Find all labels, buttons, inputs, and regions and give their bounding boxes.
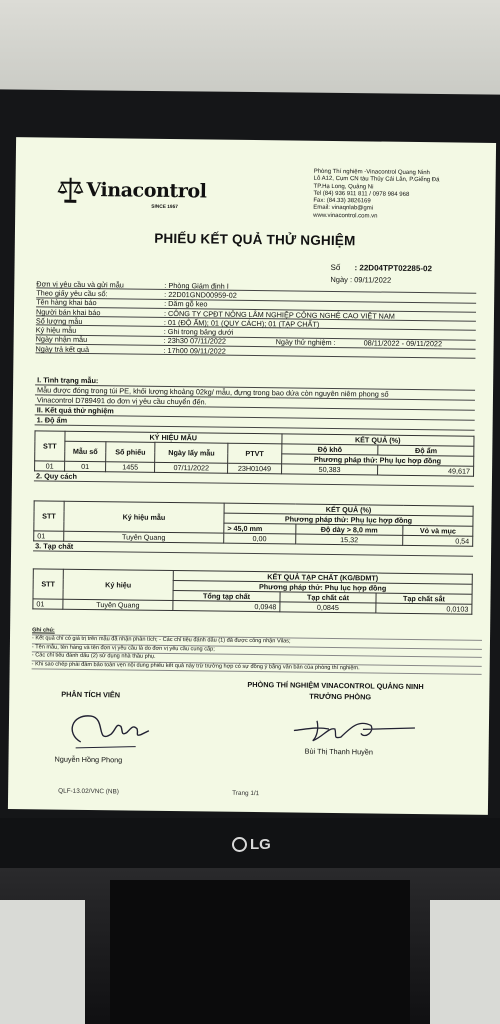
info-key: Ký hiệu mẫu <box>35 325 77 335</box>
cell-stt: 01 <box>33 599 63 609</box>
analyst-signature <box>61 704 162 755</box>
th-phuong-phap: Phương pháp thử: Phụ lục hợp đồng <box>281 454 474 466</box>
cell-stt: 01 <box>35 461 65 471</box>
report-number <box>330 263 431 273</box>
sample-condition <box>35 375 476 430</box>
th-ky-hieu-mau: KÝ HIỆU MẪU <box>65 431 282 444</box>
head-signature <box>289 708 419 746</box>
lab-address-2: TP.Hạ Long, Quảng Ni <box>313 183 374 191</box>
info-key: Số lượng mẫu <box>35 316 83 326</box>
th-c3: Tạp chất sắt <box>376 593 472 604</box>
moisture-heading: 1. Độ ẩm <box>35 415 475 430</box>
report-date: Ngày : 09/11/2022 <box>330 274 392 285</box>
lg-logo <box>232 836 271 853</box>
cell-ngay: 07/11/2022 <box>155 462 228 473</box>
th-phuong-phap: Phương pháp thử: Phụ lục hợp đồng <box>173 581 472 595</box>
results-heading: II. Kết quả thử nghiệm <box>35 405 475 420</box>
spec-table-wrap <box>33 500 474 556</box>
info-value: : 01 (ĐỘ ẨM); 01 (QUY CÁCH); 01 (TẠP CHẤT) <box>163 317 320 329</box>
info-value: : 22D01GND00959-02 <box>164 289 237 300</box>
lg-circle-icon <box>232 837 247 852</box>
lab-name: Phòng Thí nghiệm -Vinacontrol Quang Ninh <box>313 168 430 177</box>
th-ptvt: PTVT <box>228 443 282 464</box>
lab-address-1: Lô A12, Cụm CN tàu Thủy Cái Lân, P.Giếng Đá <box>313 176 440 184</box>
document-title: PHIẾU KẾT QUẢ THỬ NGHIỆM <box>154 230 356 249</box>
info-key: Đơn vị yêu cầu và gửi mẫu <box>36 279 124 290</box>
info-value: : 17h00 09/11/2022 <box>163 345 226 356</box>
th-mau-so: Mẫu số <box>65 441 106 461</box>
th-stt: STT <box>34 501 64 531</box>
sample-condition-line-2: Vinacontrol D789491 do đơn vị yêu cầu chuyển đến. <box>35 395 475 410</box>
receive-date: : 23h30 07/11/2022 <box>163 336 227 347</box>
vinacontrol-logo <box>57 176 206 206</box>
test-date-label: Ngày thử nghiệm : <box>275 337 336 348</box>
report-number-value: : 22D04TPT02285-02 <box>354 263 432 274</box>
info-value: : Ghi trong bảng dưới <box>163 327 234 337</box>
cell-do-am: 49,617 <box>378 465 474 476</box>
th-ngay-lay-mau: Ngày lấy mẫu <box>155 442 228 463</box>
moisture-table-wrap <box>34 430 475 486</box>
spec-table <box>33 500 473 546</box>
lg-brand: LG <box>250 836 271 853</box>
monitor-stand <box>110 880 410 1024</box>
desk-left <box>0 900 85 1024</box>
th-stt: STT <box>35 431 65 461</box>
lab-email: Email: vinaqnlab@gmi <box>313 205 374 212</box>
info-key: Ngày trả kết quả <box>35 344 90 354</box>
logo-text: Vinacontrol <box>86 178 207 203</box>
logo-since: SINCE 1957 <box>151 204 178 211</box>
lab-contact <box>313 169 494 222</box>
cell-c2: 0,0845 <box>280 602 376 613</box>
cell-c2: 15,32 <box>295 534 403 545</box>
cell-stt: 01 <box>34 531 64 541</box>
cell-so-phieu: 1455 <box>106 462 155 473</box>
info-key: Người bán khai báo <box>35 306 101 317</box>
info-key: Theo giấy yêu cầu số: <box>36 288 108 299</box>
info-value: : Phòng Giám định I <box>164 280 229 291</box>
sample-condition-line-1: Mẫu được đóng trong túi PE, khối lượng khoảng 02kg/ mẫu, đựng trong bao dứa còn nguyên niêm phong số <box>35 385 475 400</box>
lab-signature-org: PHÒNG THÍ NGHIỆM VINACONTROL QUẢNG NINH <box>247 679 424 692</box>
note-line: - Các chỉ tiêu đánh dấu (2) sử dụng nhà thầu phụ. <box>32 653 482 667</box>
impurity-heading: 3. Tạp chất <box>33 541 473 556</box>
th-ky-hieu: Ký hiệu <box>63 569 173 600</box>
th-ket-qua: KẾT QUẢ (%) <box>224 503 473 516</box>
cell-c1: 0,00 <box>224 533 296 544</box>
note-line: - Tên mẫu, tên hàng và tên đơn vị yêu cầu là do đơn vị yêu cầu cung cấp; <box>32 644 482 658</box>
th-phuong-phap: Phương pháp thử: Phụ lục hợp đồng <box>224 513 473 526</box>
background-wall <box>0 0 500 100</box>
info-value: : CÔNG TY CPĐT NÔNG LÂM NGHIỆP CÔNG NGHỆ CAO VIỆT NAM <box>163 308 395 321</box>
th-c2: Tạp chất cát <box>280 592 376 603</box>
head-title: TRƯỞNG PHÒNG <box>309 691 372 702</box>
cell-ky-hieu: Tuyên Quang <box>64 531 224 543</box>
cell-c3: 0,54 <box>403 535 473 546</box>
scales-icon <box>57 176 83 204</box>
lab-tel: Tel (84) 936 911 811 / 0978 984 968 <box>313 190 410 198</box>
info-key: Tên hàng khai báo <box>36 297 97 308</box>
th-c2: Độ dày > 8,0 mm <box>295 524 403 535</box>
th-c3: Vỏ và mục <box>403 525 473 536</box>
cell-ptvt: 23H01049 <box>228 463 282 474</box>
note-line: - Kết quả chỉ có giá trị trên mẫu đã nhận phân tích; - Các chỉ tiêu đánh dấu (1) đã được công nhận Vilas; <box>32 636 482 650</box>
cell-ky-hieu: Tuyên Quang <box>63 599 173 610</box>
lab-web: www.vinacontrol.com.vn <box>313 212 378 220</box>
moisture-table <box>34 430 474 476</box>
note-line: - Khi sao chép phải đảm bảo toàn vẹn nội dung phiếu kết quả này trừ trường hợp có sự đồng ý bằng văn bản của phòng thí nghiệm. <box>32 661 482 675</box>
head-name: Bùi Thị Thanh Huyền <box>304 746 373 757</box>
sample-condition-heading: I. Tình trạng mẫu: <box>35 375 475 390</box>
th-c1: Tổng tạp chất <box>173 591 280 602</box>
notes <box>32 627 482 675</box>
impurity-table <box>32 568 472 614</box>
info-value: : Dăm gỗ keo <box>164 299 208 309</box>
th-ket-qua: KẾT QUẢ (%) <box>281 434 474 446</box>
impurity-table-wrap <box>32 568 472 614</box>
document-header <box>15 137 496 238</box>
cell-c3: 0,0103 <box>376 603 472 614</box>
report-number-label: Số <box>330 262 341 273</box>
cell-c1: 0,0948 <box>173 601 280 612</box>
th-ket-qua: KẾT QUẢ TẠP CHẤT (KG/BDMT) <box>173 571 472 585</box>
analyst-name: Nguyễn Hồng Phong <box>54 754 123 765</box>
monitor-screen <box>8 137 496 815</box>
desk-right <box>430 900 500 1024</box>
test-date-value: 08/11/2022 - 09/11/2022 <box>363 338 443 349</box>
cell-do-kho: 50,383 <box>281 464 378 475</box>
lab-fax: Fax: (84.33) 3826169 <box>313 197 371 205</box>
cell-mau-so: 01 <box>65 461 106 472</box>
info-block <box>35 279 476 359</box>
spec-heading: 2. Quy cách <box>34 471 474 486</box>
th-stt: STT <box>33 569 63 599</box>
form-code: QLF-13.02/VNC (NB) <box>58 787 119 796</box>
th-ky-hieu-mau: Ký hiệu mẫu <box>64 501 224 533</box>
th-c1: > 45,0 mm <box>224 523 296 534</box>
analyst-title: PHÂN TÍCH VIÊN <box>61 689 121 700</box>
page-number: Trang 1/1 <box>232 789 260 798</box>
th-do-am: Độ ẩm <box>378 445 474 456</box>
notes-heading: Ghi chú: <box>32 627 482 641</box>
th-so-phieu: Số phiếu <box>106 442 156 463</box>
th-do-kho: Độ khô <box>281 444 378 455</box>
info-key: Ngày nhận mẫu <box>35 334 88 345</box>
